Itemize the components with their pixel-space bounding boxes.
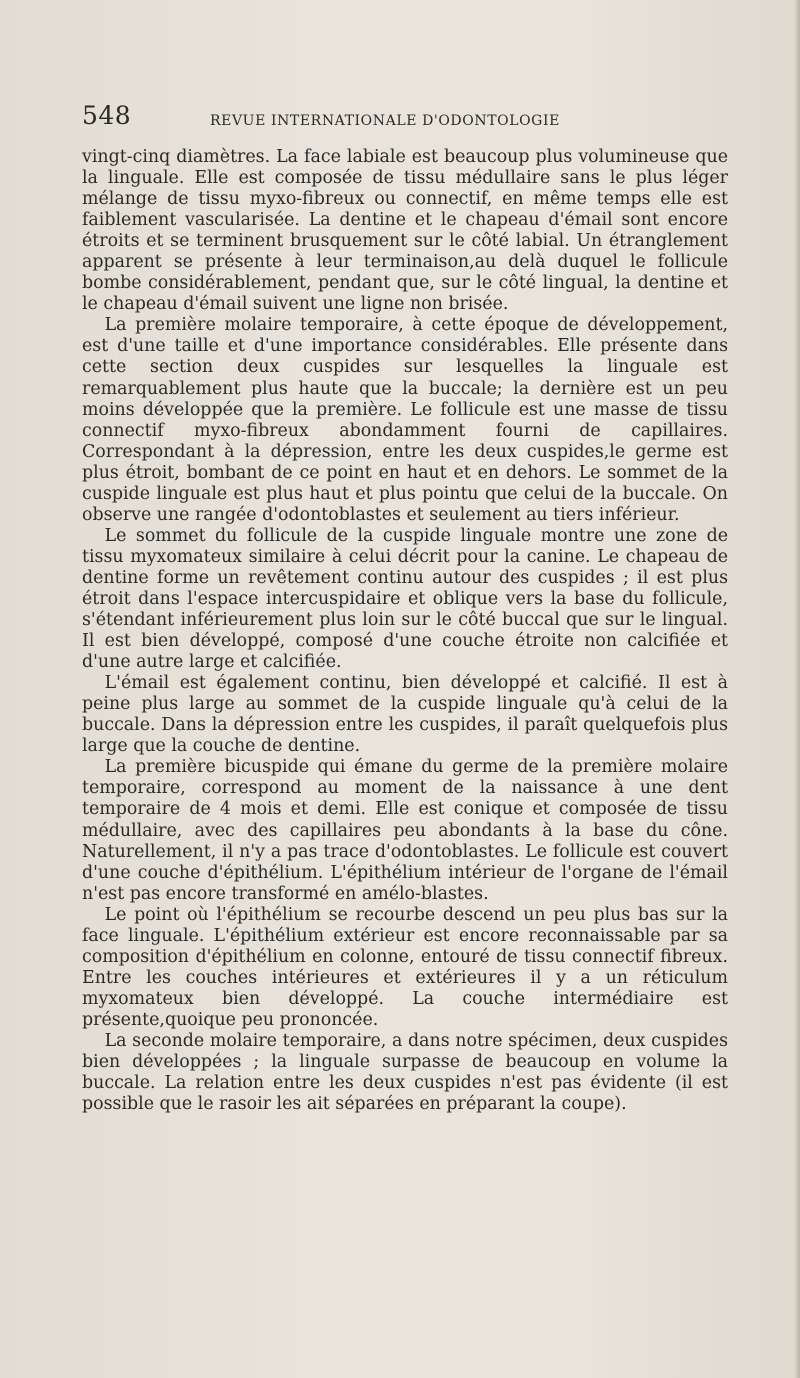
body-text — [82, 147, 728, 1115]
page-number: 548 — [82, 101, 132, 130]
running-title: REVUE INTERNATIONALE D'ODONTOLOGIE — [210, 113, 560, 129]
paragraph-enamel: L'émail est également continu, bien développé et calcifié. Il est à peine plus large au sommet de la cuspide linguale qu'à celui de la buccale. Dans la dépression entre les cuspides, il paraît quelquefois plus large que la couche de dentine. — [82, 673, 728, 757]
paragraph-lingual-cusp-summit: Le sommet du follicule de la cuspide linguale montre une zone de tissu myxomateux similaire à celui décrit pour la canine. Le chapeau de dentine forme un revêtement continu autour des cuspides ; il est plus étroit dans l'espace intercuspidaire et oblique vers la base du follicule, s'étendant inférieurement plus loin sur le côté buccal que sur le lingual. Il est bien développé, composé d'une couche étroite non calcifiée et d'une autre large et calcifiée. — [82, 525, 728, 673]
paragraph-continuation: vingt-cinq diamètres. La face labiale est beaucoup plus volumineuse que la linguale. Elle est composée de tissu médullaire sans le plus léger mélange de tissu myxo-fibreux ou connectif, en même temps elle est faiblement vascularisée. La dentine et le chapeau d'émail sont encore étroits et se terminent brusquement sur le côté labial. Un étranglement apparent se présente à leur terminaison,au delà duquel le follicule bombe considérablement, pendant que, sur le côté lingual, la dentine et le chapeau d'émail suivent une ligne non brisée. — [82, 147, 728, 315]
page-edge-shadow — [794, 0, 800, 1378]
paragraph-epithelium: Le point où l'épithélium se recourbe descend un peu plus bas sur la face linguale. L'épithélium extérieur est encore reconnaissable par sa composition d'épithélium en colonne, entouré de tissu connectif fibreux. Entre les couches intérieures et extérieures il y a un réticulum myxomateux bien développé. La couche intermédiaire est présente,quoique peu prononcée. — [82, 904, 728, 1030]
paragraph-first-temporary-molar: La première molaire temporaire, à cette époque de développement, est d'une taille et d'une importance considérables. Elle présente dans cette section deux cuspides sur lesquelles la linguale est remarquablement plus haute que la buccale; la dernière est un peu moins développée que la première. Le follicule est une masse de tissu connectif myxo-fibreux abondamment fourni de capillaires. Correspondant à la dépression, entre les deux cuspides,le germe est plus étroit, bombant de ce point en haut et en dehors. Le sommet de la cuspide linguale est plus haut et plus pointu que celui de la buccale. On observe une rangée d'odontoblastes et seulement au tiers inférieur. — [82, 315, 728, 525]
page-header — [82, 101, 722, 131]
paragraph-first-bicuspid: La première bicuspide qui émane du germe de la première molaire temporaire, correspond au moment de la naissance à une dent temporaire de 4 mois et demi. Elle est conique et composée de tissu médullaire, avec des capillaires peu abondants à la base du cône. Naturellement, il n'y a pas trace d'odontoblastes. Le follicule est couvert d'une couche d'épithélium. L'épithélium intérieur de l'organe de l'émail n'est pas encore transformé en amélo-blastes. — [82, 757, 728, 904]
paragraph-second-temporary-molar: La seconde molaire temporaire, a dans notre spécimen, deux cuspides bien développées ; la linguale surpasse de beaucoup en volume la buccale. La relation entre les deux cuspides n'est pas évidente (il est possible que le rasoir les ait séparées en préparant la coupe). — [82, 1030, 728, 1115]
